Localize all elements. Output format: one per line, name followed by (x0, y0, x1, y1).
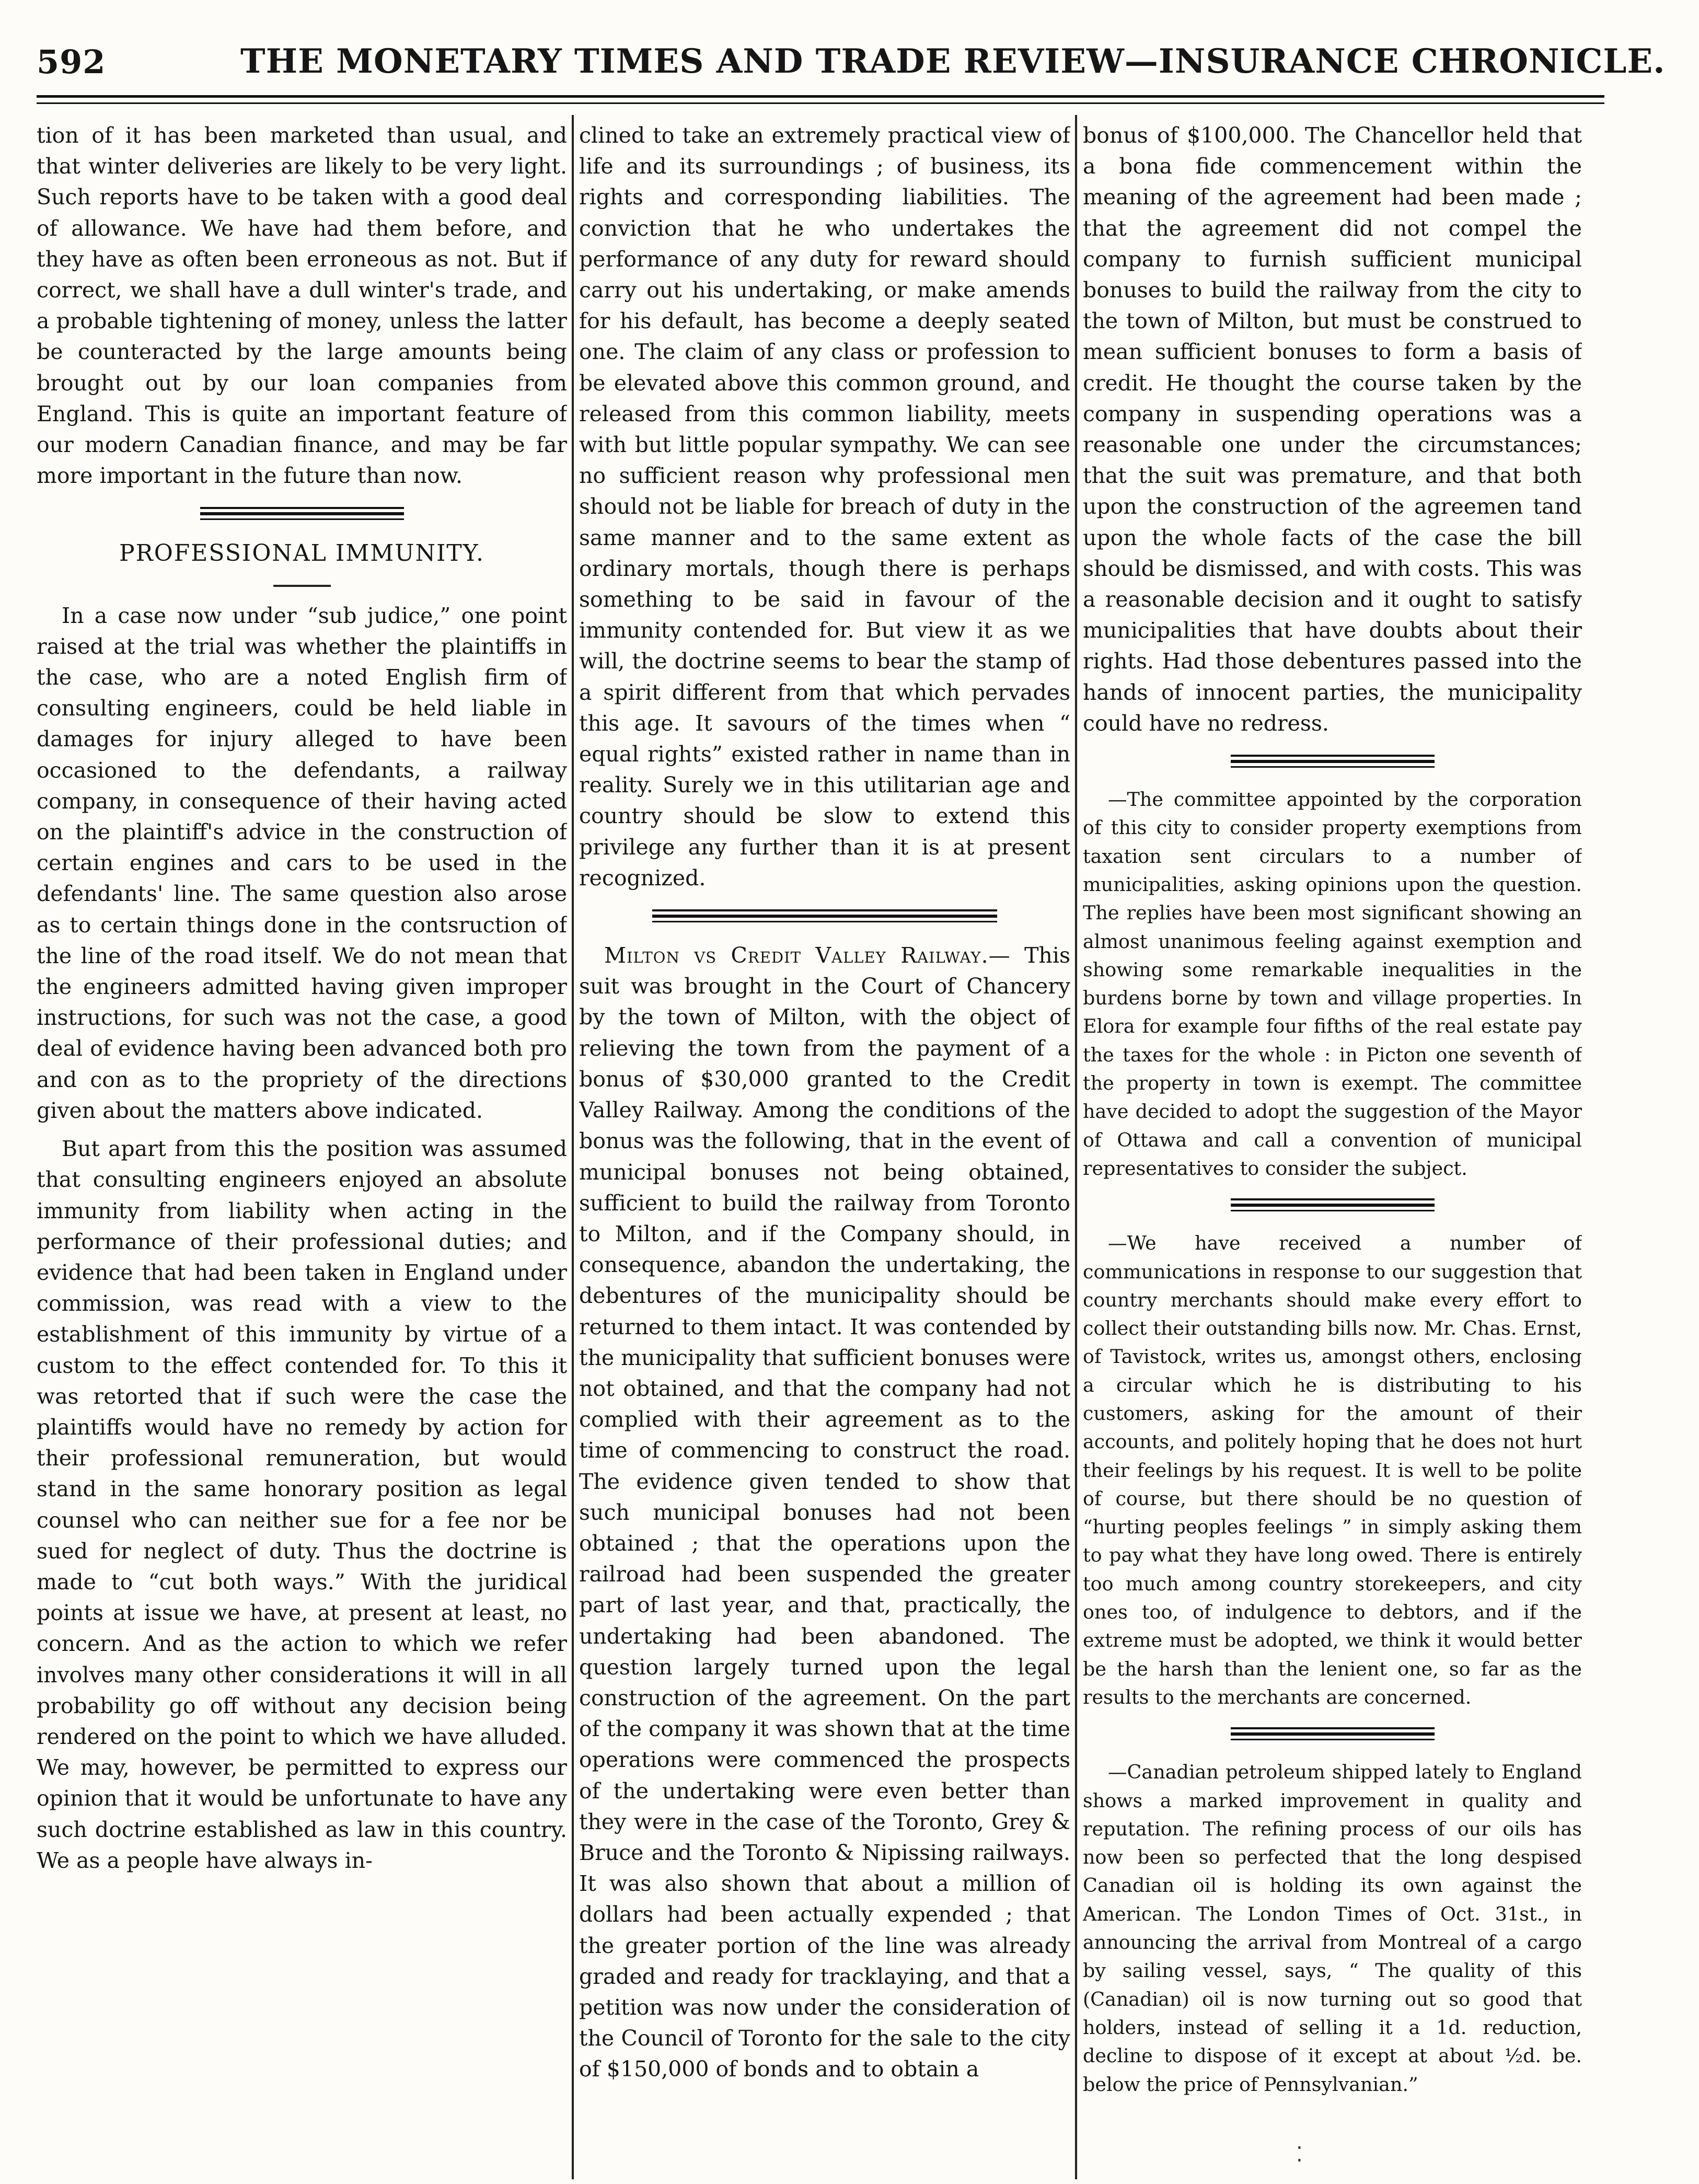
header-rule (37, 102, 1604, 104)
article-paragraph: clined to take an extremely practical view of life and its surroundings ; of business, its rights and corresponding liabilities. The conviction that he who undertakes the performance of any duty for reward should carry out his undertaking, or make amends for his default, has become a deeply seated one. The claim of any class or profession to be elevated above this common ground, and released from this common liability, meets with but little popular sympathy. We can see no sufficient reason why professional men should not be liable for breach of duty in the same manner and to the same extent as ordinary mortals, though there is perhaps something to be said in favour of the immunity contended for. But view it as we will, the doctrine seems to bear the stamp of a spirit different from that which pervades this age. It savours of the times when “ equal rights” existed rather in name than in reality. Surely we in this utilitarian age and country should be slow to extend this privilege any further than it is at present recognized. (579, 123, 1070, 891)
page-number: 592 (37, 43, 106, 81)
column-rule (572, 115, 574, 2179)
news-item: —Canadian petroleum shipped lately to England shows a marked improvement in quality and reputation. The refining process of our oils has now been so perfected that the long despised Canadian oil is holding its own against the American. The London Times of Oct. 31st., in announcing the arrival from Montreal of a cargo by sailing vessel, says, “ The quality of this (Canadian) oil is now turning out so good that holders, instead of selling it a 1d. reduction, decline to dispose of it except at about ½d. be. below the price of Pennsylvanian.” (1083, 1761, 1582, 2096)
article-paragraph (579, 940, 1070, 2085)
section-heading: PROFESSIONAL IMMUNITY. (119, 540, 485, 567)
section-separator (1231, 1198, 1435, 1211)
article-run-in-title: Milton vs Credit Valley Railway.— (604, 943, 1011, 968)
article-text: This suit was brought in the Court of Chancery by the town of Milton, with the object of relieving the town from the payment of a bonus of $30,000 granted to the Credit Valley Railway. Among the conditions of the bonus was the following, that in the event of municipal bonuses not being obtained, sufficient to build the railway from Toronto to Milton, and if the Company should, in consequence, abandon the undertaking, the debentures of the municipality should be returned to them intact. It was contended by the municipality that sufficient bonuses were not obtained, and that the company had not complied with their agreement as to the time of commencing to construct the road. The evidence given tended to show that such municipal bonuses had not been obtained ; that the operations upon the railroad had been suspended the greater part of last year, and that, practically, the undertaking had been abandoned. The question largely turned upon the legal construction of the agreement. On the part of the company it was shown that at the time operations were commenced the prospects of the undertaking were even better than they were in the case of the Toronto, Grey & Bruce and the Toronto & Nipissing railways. It was also shown that about a million of dollars had been actually expended ; that the greater portion of the line was already graded and ready for tracklaying, and that a petition was now under the consideration of the Council of Toronto for the sale to the city of $150,000 of bonds and to obtain a (579, 943, 1070, 2082)
article-column-1 (37, 120, 567, 2127)
section-separator (1231, 755, 1435, 768)
news-item: —The committee appointed by the corporation of this city to consider property exemptions from taxation sent circulars to a number of municipalities, asking opinions upon the question. The replies have been most significant showing an almost unanimous feeling against exemption and showing some remarkable inequalities in the burdens borne by town and village properties. In Elora for example four fifths of the real estate pay the taxes for the whole : in Picton one seventh of the property in town is exempt. The committee have decided to adopt the suggestion of the Mayor of Ottawa and call a convention of municipal representatives to consider the subject. (1083, 788, 1582, 1180)
article-paragraph: In a case now under “sub judice,” one point raised at the trial was whether the plaintiffs in the case, who are a noted English firm of consulting engineers, could be held liable in damages for injury alleged to have been occasioned to the defendants, a railway company, in consequence of their having acted on the plaintiff's advice in the construction of certain engines and cars to be used in the defendants' line. The same question also arose as to certain things done in the contsruction of the line of the road itself. We do not mean that the engineers admitted having given improper instructions, for such was not the case, a good deal of evidence having been advanced both pro and con as to the propriety of the directions given about the matters above indicated. (37, 603, 567, 1123)
article-paragraph: bonus of $100,000. The Chancellor held that a bona fide commencement within the meaning of the agreement had been made ; that the agreement did not compel the company to furnish sufficient municipal bonuses to build the railway from the city to the town of Milton, but must be construed to mean sufficient bonuses to form a basis of credit. He thought the course taken by the company in suspending operations was a reasonable one under the circumstances; that the suit was premature, and that both upon the construction of the agreemen tand upon the whole facts of the case the bill should be dismissed, and with costs. This was a reasonable decision and it ought to satisfy municipalities that have doubts about their rights. Had those debentures passed into the hands of innocent parties, the municipality could have no redress. (1083, 123, 1582, 736)
article-column-3 (1083, 120, 1582, 2127)
column-rule (1075, 115, 1077, 2179)
article-paragraph: But apart from this the position was assumed that consulting engineers enjoyed an absolute immunity from liability when acting in the performance of their professional duties; and evidence that had been taken in England under commission, was read with a view to the establishment of this immunity by virtue of a custom to the effect contended for. To this it was retorted that if such were the case the plaintiffs would have no remedy by action for their professional remuneration, but would stand in the same honorary position as legal counsel who can neither sue for a fee nor be sued for neglect of duty. Thus the doctrine is made to “cut both ways.” With the juridical points at issue we have, at present at least, no concern. And as the action to which we refer involves many other considerations it will in all probability go off without any decision being rendered on the point to which we have alluded. We may, however, be permitted to express our opinion that it would be unfortunate to have any such doctrine established as law in this country. We as a people have always in- (37, 1136, 567, 1873)
page-marks: ⁚ (1296, 2143, 1303, 2167)
news-item: —We have received a number of communications in response to our suggestion that country merchants should make every effort to collect their outstanding bills now. Mr. Chas. Ernst, of Tavistock, writes us, amongst others, enclosing a circular which he is distributing to his customers, asking for the amount of their accounts, and politely hoping that he does not hurt their feelings by his request. It is well to be polite of course, but there should be no question of “hurting peoples feelings ” in simply asking them to pay what they have long owed. There is entirely too much among country storekeepers, and city ones too, of indulgence to debtors, and if the extreme must be adopted, we think it would better be the harsh than the lenient one, so far as the results to the merchants are concerned. (1083, 1232, 1582, 1708)
section-separator (200, 507, 404, 520)
article-column-2 (579, 120, 1070, 2127)
section-separator (652, 909, 997, 922)
page-header (0, 0, 1699, 105)
heading-rule (273, 585, 331, 587)
header-rule (37, 95, 1604, 98)
section-separator (1231, 1727, 1435, 1740)
running-head-title: THE MONETARY TIMES AND TRADE REVIEW—INSURANCE CHRONICLE. (240, 42, 1666, 81)
article-paragraph: tion of it has been marketed than usual, and that winter deliveries are likely to be very light. Such reports have to be taken with a good deal of allowance. We have had them before, and they have as often been erroneous as not. But if correct, we shall have a dull winter's trade, and a probable tightening of money, unless the latter be counteracted by the large amounts being brought out by our loan companies from England. This is quite an important feature of our modern Canadian finance, and may be far more important in the future than now. (37, 123, 567, 489)
